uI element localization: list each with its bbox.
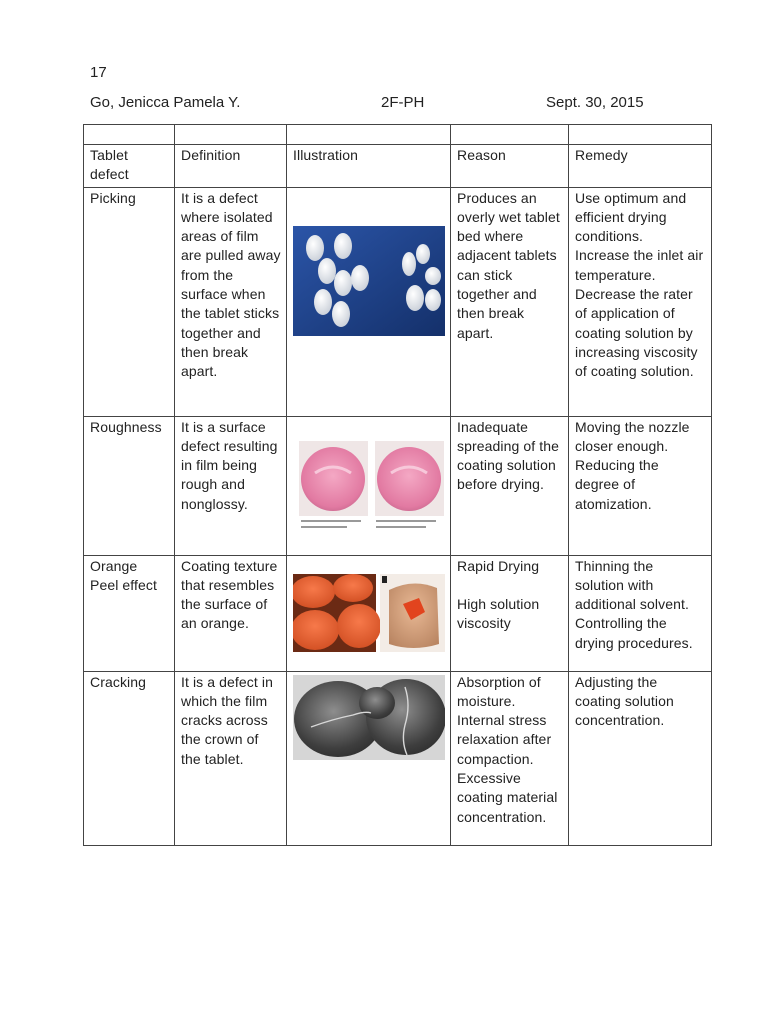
white-tablets-photo bbox=[293, 226, 445, 336]
defect-remedy: Use optimum and efficient drying conditions. Increase the inlet air temperature. Decrease the rater of application of coating solution by increasing viscosity of coating solution. bbox=[569, 187, 712, 416]
defect-remedy: Moving the nozzle closer enough. Reducing the degree of atomization. bbox=[569, 416, 712, 555]
defect-illustration bbox=[287, 555, 451, 671]
defect-definition: It is a defect in which the film cracks across the crown of the tablet. bbox=[175, 671, 287, 845]
defect-reason: Produces an overly wet tablet bed where adjacent tablets can stick together and then break apart. bbox=[451, 187, 569, 416]
defect-reason: Inadequate spreading of the coating solution before drying. bbox=[451, 416, 569, 555]
defect-reason: Rapid Drying High solution viscosity bbox=[451, 555, 569, 671]
document-header bbox=[90, 94, 650, 114]
column-header: Illustration bbox=[287, 145, 451, 188]
defect-remedy: Adjusting the coating solution concentration. bbox=[569, 671, 712, 845]
defect-reason: Absorption of moisture. Internal stress relaxation after compaction. Excessive coating material concentration. bbox=[451, 671, 569, 845]
empty-cell bbox=[569, 125, 712, 145]
column-header: Definition bbox=[175, 145, 287, 188]
orange-peel-tablets-photo bbox=[293, 574, 445, 652]
empty-cell bbox=[451, 125, 569, 145]
defect-illustration bbox=[287, 416, 451, 555]
table-row bbox=[84, 671, 712, 845]
defect-remedy: Thinning the solution with additional solvent. Controlling the drying procedures. bbox=[569, 555, 712, 671]
empty-cell bbox=[175, 125, 287, 145]
tablet-defects-table bbox=[83, 124, 712, 846]
empty-table-row bbox=[84, 125, 712, 145]
table-row bbox=[84, 555, 712, 671]
defect-name: Cracking bbox=[84, 671, 175, 845]
table-header-row bbox=[84, 145, 712, 188]
table-row bbox=[84, 416, 712, 555]
page-number: 17 bbox=[90, 64, 107, 81]
defect-illustration bbox=[287, 671, 451, 845]
defect-definition: It is a surface defect resulting in film being rough and nonglossy. bbox=[175, 416, 287, 555]
defect-name: Roughness bbox=[84, 416, 175, 555]
empty-cell bbox=[287, 125, 451, 145]
column-header: Remedy bbox=[569, 145, 712, 188]
section-code: 2F-PH bbox=[381, 94, 425, 111]
empty-cell bbox=[84, 125, 175, 145]
column-header: Reason bbox=[451, 145, 569, 188]
defect-definition: Coating texture that resembles the surface of an orange. bbox=[175, 555, 287, 671]
defect-illustration bbox=[287, 187, 451, 416]
defect-name: Picking bbox=[84, 187, 175, 416]
student-name: Go, Jenicca Pamela Y. bbox=[90, 94, 241, 111]
defect-definition: It is a defect where isolated areas of film are pulled away from the surface when the tablet sticks together and then break apart. bbox=[175, 187, 287, 416]
column-header: Tablet defect bbox=[84, 145, 175, 188]
defect-name: Orange Peel effect bbox=[84, 555, 175, 671]
pink-rough-tablets-photo bbox=[299, 441, 445, 536]
date: Sept. 30, 2015 bbox=[546, 94, 644, 111]
table-row bbox=[84, 187, 712, 416]
cracked-tablets-photo bbox=[293, 675, 445, 760]
